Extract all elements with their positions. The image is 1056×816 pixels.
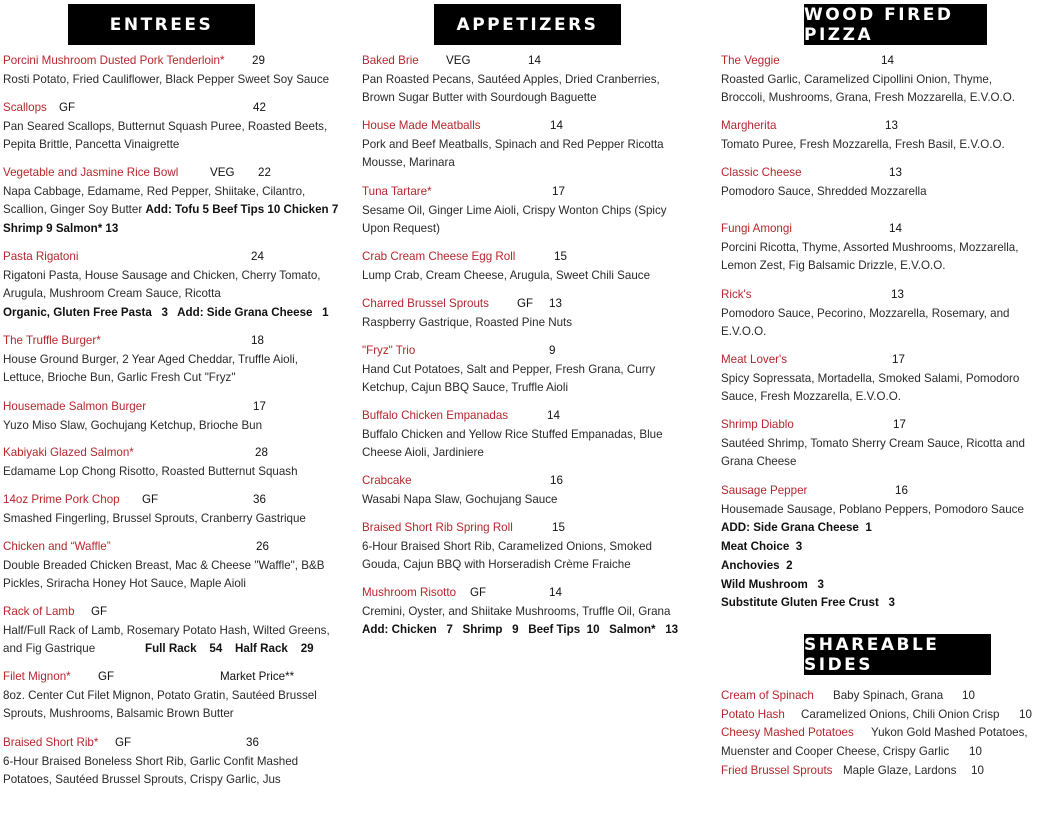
- side-item: [721, 724, 1028, 743]
- item-tag: GF: [115, 736, 132, 749]
- item-description: Roasted Garlic, Caramelized Cipollini Onion, Thyme, Broccoli, Mushrooms, Grana, Fresh Mozzarella, E.V.O.O.: [721, 72, 1016, 105]
- item-name: Braised Short Rib Spring Roll: [362, 521, 513, 534]
- item-description: Pomodoro Sauce, Pecorino, Mozzarella, Rosemary, and E.V.O.O.: [721, 306, 1010, 339]
- item-name: Mushroom Risotto: [362, 586, 457, 599]
- item-price: 26: [256, 540, 269, 553]
- item-description: Double Breaded Chicken Breast, Mac & Cheese "Waffle", B&B Pickles, Sriracha Honey Hot Sauce, Maple Aioli: [3, 558, 325, 591]
- item-description: Hand Cut Potatoes, Salt and Pepper, Fresh Grana, Curry Ketchup, Cajun BBQ Sauce, Truffle Aioli: [362, 362, 656, 395]
- item-price: 16: [895, 484, 908, 497]
- item-description: 6-Hour Braised Boneless Short Rib, Garlic Confit Mashed Potatoes, Sautéed Brussel Sprouts, Crispy Garlic, Jus: [3, 754, 299, 787]
- side-item: [721, 706, 1032, 725]
- item-name: 14oz Prime Pork Chop: [3, 493, 120, 506]
- menu-item: [3, 248, 353, 323]
- item-description: Porcini Ricotta, Thyme, Assorted Mushrooms, Mozzarella, Lemon Zest, Fig Balsamic Drizzle, E.V.O.O.: [721, 240, 1019, 273]
- item-description: Rigatoni Pasta, House Sausage and Chicken, Cherry Tomato, Arugula, Mushroom Cream Sauce, Ricotta: [3, 268, 321, 301]
- item-description: Cremini, Oyster, and Shiitake Mushrooms, Truffle Oil, Grana: [362, 604, 671, 618]
- side-item: [721, 762, 984, 781]
- item-price: Market Price**: [220, 670, 295, 683]
- menu-item: [721, 164, 1051, 201]
- item-addons: Add: Tofu 5 Beef Tips 10 Chicken 7 Shrimp 9 Salmon* 13: [3, 203, 339, 236]
- item-name: Tuna Tartare*: [362, 185, 432, 198]
- menu-item: [362, 295, 692, 332]
- item-price: 17: [892, 353, 905, 366]
- item-price: 13: [891, 288, 904, 301]
- menu-item: [3, 668, 353, 724]
- menu-item: [721, 351, 1051, 407]
- menu-item: [3, 398, 353, 435]
- menu-item: [362, 342, 692, 398]
- item-price: 10: [969, 745, 982, 758]
- pizza-addon: Meat Choice 3: [721, 540, 803, 554]
- menu-item: [362, 407, 692, 463]
- item-name: Fungi Amongi: [721, 222, 792, 235]
- item-price: 14: [549, 586, 562, 599]
- item-tag: GF: [98, 670, 115, 683]
- menu-item: [3, 603, 353, 659]
- pizza-header: WOOD FIRED PIZZA: [804, 4, 987, 45]
- item-price: 28: [255, 446, 268, 459]
- sides-header: SHAREABLE SIDES: [804, 634, 991, 675]
- item-name: Fried Brussel Sprouts: [721, 764, 833, 777]
- item-tag: VEG: [446, 54, 471, 67]
- item-name: House Made Meatballs: [362, 119, 481, 132]
- menu-item: [721, 286, 1051, 342]
- item-description: Raspberry Gastrique, Roasted Pine Nuts: [362, 315, 573, 329]
- item-price: 10: [971, 764, 984, 777]
- pizza-addon: Anchovies 2: [721, 558, 793, 572]
- item-price: 36: [246, 736, 259, 749]
- item-name: Charred Brussel Sprouts: [362, 297, 489, 310]
- item-price: 9: [549, 344, 556, 357]
- item-name: Cheesy Mashed Potatoes: [721, 726, 854, 739]
- menu-item: [362, 117, 692, 173]
- appetizers-header: APPETIZERS: [434, 4, 621, 45]
- item-description: Pork and Beef Meatballs, Spinach and Red Pepper Ricotta Mousse, Marinara: [362, 137, 664, 170]
- menu-item: [362, 183, 692, 239]
- item-description: Buffalo Chicken and Yellow Rice Stuffed Empanadas, Blue Cheese Aioli, Jardiniere: [362, 427, 663, 460]
- full-rack-price: Full Rack 54: [145, 642, 223, 656]
- item-price: 14: [550, 119, 563, 132]
- menu-item: [721, 482, 1051, 613]
- item-description: Yukon Gold Mashed Potatoes,: [871, 726, 1028, 739]
- item-name: Meat Lover's: [721, 353, 788, 366]
- item-tag: VEG: [210, 166, 235, 179]
- item-name: Crabcake: [362, 474, 412, 487]
- menu-item: [3, 491, 353, 528]
- item-description: Baby Spinach, Grana: [833, 689, 944, 702]
- item-description: Edamame Lop Chong Risotto, Roasted Butternut Squash: [3, 464, 298, 478]
- item-name: Margherita: [721, 119, 777, 132]
- item-description: Maple Glaze, Lardons: [843, 764, 957, 777]
- item-name: Housemade Salmon Burger: [3, 400, 147, 413]
- item-description: Lump Crab, Cream Cheese, Arugula, Sweet Chili Sauce: [362, 268, 651, 282]
- item-name: Baked Brie: [362, 54, 419, 67]
- item-price: 42: [253, 101, 266, 114]
- menu-item: [362, 584, 692, 640]
- item-description: Tomato Puree, Fresh Mozzarella, Fresh Basil, E.V.O.O.: [721, 137, 1005, 151]
- item-price: 16: [550, 474, 563, 487]
- item-name: Scallops: [3, 101, 47, 114]
- item-name: Filet Mignon*: [3, 670, 71, 683]
- item-name: Rick's: [721, 288, 752, 301]
- item-extra: Add: Chicken 7 Shrimp 9 Beef Tips 10 Salmon* 13: [362, 623, 679, 637]
- item-price: 14: [528, 54, 541, 67]
- item-description: Rosti Potato, Fried Cauliflower, Black Pepper Sweet Soy Sauce: [3, 72, 330, 86]
- menu-item: [3, 164, 353, 239]
- item-name: Vegetable and Jasmine Rice Bowl: [3, 166, 179, 179]
- entrees-header: ENTREES: [68, 4, 255, 45]
- item-extra: Organic, Gluten Free Pasta 3 Add: Side Grana Cheese 1: [3, 306, 329, 320]
- item-description: Sesame Oil, Ginger Lime Aioli, Crispy Wonton Chips (Spicy Upon Request): [362, 203, 667, 236]
- item-tag: GF: [142, 493, 159, 506]
- item-price: 22: [258, 166, 271, 179]
- pizza-addon: Substitute Gluten Free Crust 3: [721, 596, 895, 610]
- menu-item: [721, 220, 1051, 276]
- item-price: 14: [881, 54, 894, 67]
- item-description: Wasabi Napa Slaw, Gochujang Sauce: [362, 492, 558, 506]
- item-name: Kabiyaki Glazed Salmon*: [3, 446, 134, 459]
- half-rack-price: Half Rack 29: [235, 642, 314, 656]
- item-description: Sautéed Shrimp, Tomato Sherry Cream Sauce, Ricotta and Grana Cheese: [721, 436, 1025, 469]
- item-price: 13: [885, 119, 898, 132]
- item-name: Shrimp Diablo: [721, 418, 794, 431]
- item-name: Crab Cream Cheese Egg Roll: [362, 250, 516, 263]
- menu-item: [3, 52, 353, 89]
- item-price: 15: [554, 250, 567, 263]
- item-tag: GF: [91, 605, 108, 618]
- pizza-addon: ADD: Side Grana Cheese 1: [721, 521, 872, 535]
- item-description: Caramelized Onions, Chili Onion Crisp: [801, 708, 1000, 721]
- item-price: 10: [962, 689, 975, 702]
- item-price: 13: [889, 166, 902, 179]
- item-description: Pomodoro Sauce, Shredded Mozzarella: [721, 184, 927, 198]
- item-description: House Ground Burger, 2 Year Aged Cheddar, Truffle Aioli, Lettuce, Brioche Bun, Garlic Fresh Cut "Fryz": [3, 352, 298, 385]
- item-tag: GF: [470, 586, 487, 599]
- item-price: 10: [1019, 708, 1032, 721]
- menu-item: [721, 52, 1051, 108]
- item-description: Pan Seared Scallops, Butternut Squash Puree, Roasted Beets, Pepita Brittle, Pancetta Vinaigrette: [3, 119, 328, 152]
- item-name: "Fryz" Trio: [362, 344, 416, 357]
- item-price: 17: [253, 400, 266, 413]
- item-name: Buffalo Chicken Empanadas: [362, 409, 509, 422]
- item-price: 17: [552, 185, 565, 198]
- item-price: 17: [893, 418, 906, 431]
- item-price: 24: [251, 250, 264, 263]
- item-description: 8oz. Center Cut Filet Mignon, Potato Gratin, Sautéed Brussel Sprouts, Mushrooms, Balsamic Brown Butter: [3, 688, 317, 721]
- pizza-addon: Wild Mushroom 3: [721, 577, 824, 591]
- menu-item: [362, 248, 692, 285]
- menu-item: [721, 416, 1051, 472]
- menu-item: [721, 117, 1051, 154]
- item-description: 6-Hour Braised Short Rib, Caramelized Onions, Smoked Gouda, Cajun BBQ with Horseradish Crème Fraiche: [362, 539, 652, 572]
- item-price: 36: [253, 493, 266, 506]
- item-name: The Truffle Burger*: [3, 334, 101, 347]
- item-tag: GF: [517, 297, 534, 310]
- item-description: Napa Cabbage, Edamame, Red Pepper, Shiitake, Cilantro, Scallion, Ginger Soy Butter Add: Tofu 5 Beef Tips 10 Chicken 7 Shrimp 9 Salmon* 13: [3, 184, 339, 236]
- item-description: Housemade Sausage, Poblano Peppers, Pomodoro Sauce: [721, 502, 1024, 516]
- menu-item: [3, 538, 353, 594]
- item-tag: GF: [59, 101, 76, 114]
- item-price: 18: [251, 334, 264, 347]
- item-price: 14: [547, 409, 560, 422]
- item-name: Pasta Rigatoni: [3, 250, 79, 263]
- item-description: Smashed Fingerling, Brussel Sprouts, Cranberry Gastrique: [3, 511, 306, 525]
- item-name: Classic Cheese: [721, 166, 802, 179]
- item-description: Pan Roasted Pecans, Sautéed Apples, Dried Cranberries, Brown Sugar Butter with Sourdough Baguette: [362, 72, 660, 105]
- item-price: 13: [549, 297, 562, 310]
- item-description: Yuzo Miso Slaw, Gochujang Ketchup, Brioche Bun: [3, 418, 263, 432]
- side-item-continued: [721, 743, 982, 762]
- item-name: The Veggie: [721, 54, 780, 67]
- item-description: Muenster and Cooper Cheese, Crispy Garlic: [721, 745, 950, 758]
- item-price: 15: [552, 521, 565, 534]
- item-price: 14: [889, 222, 902, 235]
- menu-item: [3, 444, 353, 481]
- menu-item: [3, 99, 353, 155]
- menu-item: [362, 52, 692, 108]
- item-name: Rack of Lamb: [3, 605, 75, 618]
- item-name: Chicken and “Waffle”: [3, 540, 111, 553]
- item-name: Braised Short Rib*: [3, 736, 99, 749]
- item-name: Porcini Mushroom Dusted Pork Tenderloin*: [3, 54, 225, 67]
- item-description: Half/Full Rack of Lamb, Rosemary Potato Hash, Wilted Greens, and Fig Gastrique Full Rack 54 Half Rack 29: [3, 622, 348, 659]
- side-item: [721, 687, 975, 706]
- menu-item: [3, 734, 353, 790]
- item-price: 29: [252, 54, 265, 67]
- item-name: Sausage Pepper: [721, 484, 808, 497]
- item-description: Spicy Sopressata, Mortadella, Smoked Salami, Pomodoro Sauce, Fresh Mozzarella, E.V.O.O.: [721, 371, 1020, 404]
- item-name: Potato Hash: [721, 708, 785, 721]
- item-name: Cream of Spinach: [721, 689, 814, 702]
- menu-item: [362, 472, 692, 509]
- menu-item: [3, 332, 353, 388]
- menu-item: [362, 519, 692, 575]
